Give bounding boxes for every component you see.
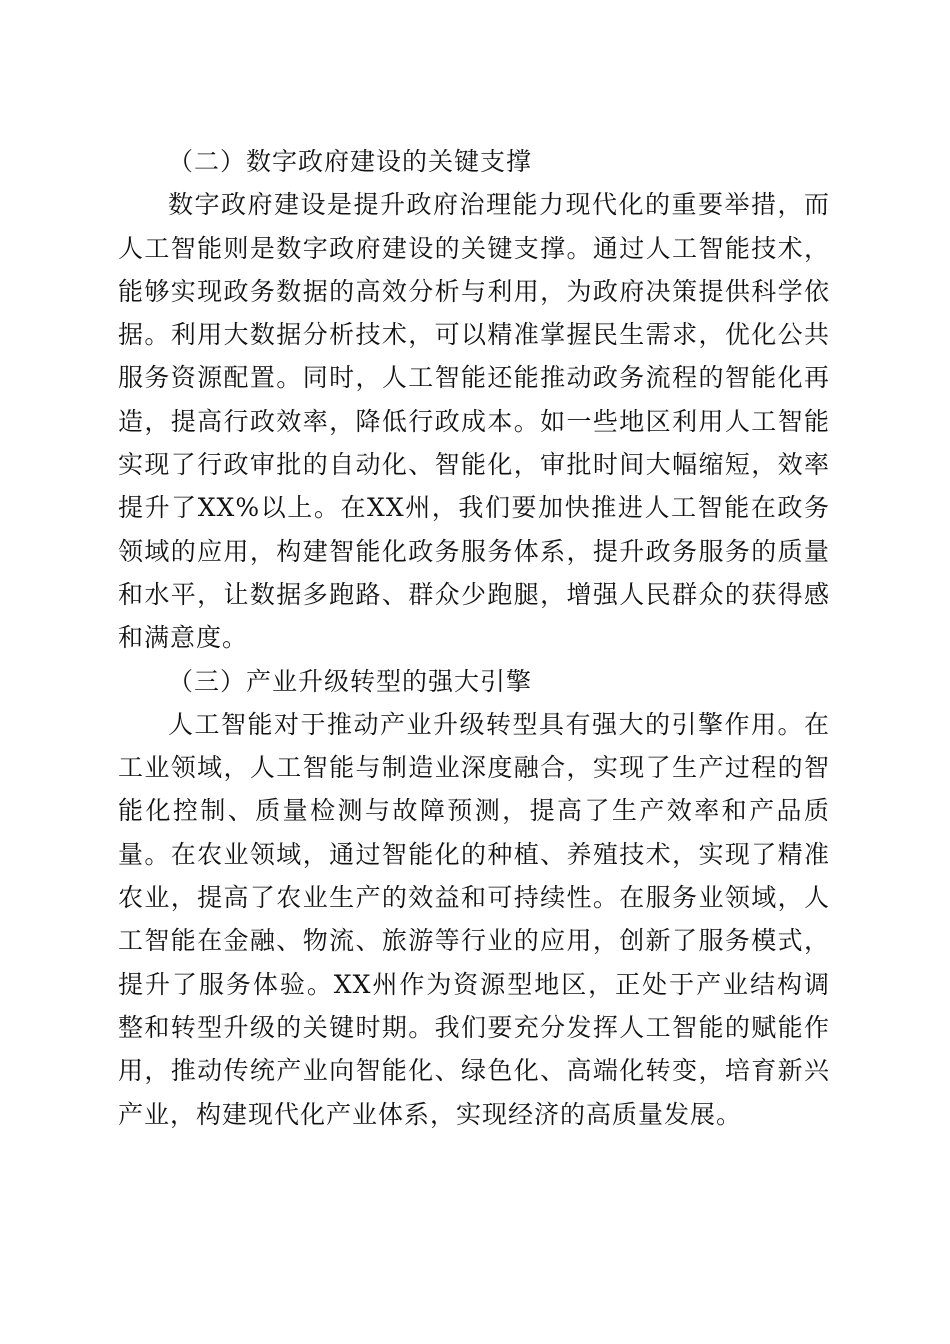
section-3-heading: （三）产业升级转型的强大引擎 <box>168 666 533 696</box>
section-2-heading: （二）数字政府建设的关键支撑 <box>168 147 533 176</box>
document-page <box>118 140 830 1136</box>
section-3-paragraph: 人工智能对于推动产业升级转型具有强大的引擎作用。在工业领域，人工智能与制造业深度融合，实现了生产过程的智能化控制、质量检测与故障预测，提高了生产效率和产品质量。在农业领域，通过智能化的种植、养殖技术，实现了精准农业，提高了农业生产的效益和可持续性。在服务业领域，人工智能在金融、物流、旅游等行业的应用，创新了服务模式，提升了服务体验。XX州作为资源型地区，正处于产业结构调整和转型升级的关键时期。我们要充分发挥人工智能的赋能作用，推动传统产业向智能化、绿色化、高端化转变，培育新兴产业，构建现代化产业体系，实现经济的高质量发展。 <box>118 709 830 1129</box>
section-2-paragraph: 数字政府建设是提升政府治理能力现代化的重要举措，而人工智能则是数字政府建设的关键支撑。通过人工智能技术，能够实现政务数据的高效分析与利用，为政府决策提供科学依据。利用大数据分析技术，可以精准掌握民生需求，优化公共服务资源配置。同时，人工智能还能推动政务流程的智能化再造，提高行政效率，降低行政成本。如一些地区利用人工智能实现了行政审批的自动化、智能化，审批时间大幅缩短，效率提升了XX%以上。在XX州，我们要加快推进人工智能在政务领域的应用，构建智能化政务服务体系，提升政务服务的质量和水平，让数据多跑路、群众少跑腿，增强人民群众的获得感和满意度。 <box>118 190 830 653</box>
